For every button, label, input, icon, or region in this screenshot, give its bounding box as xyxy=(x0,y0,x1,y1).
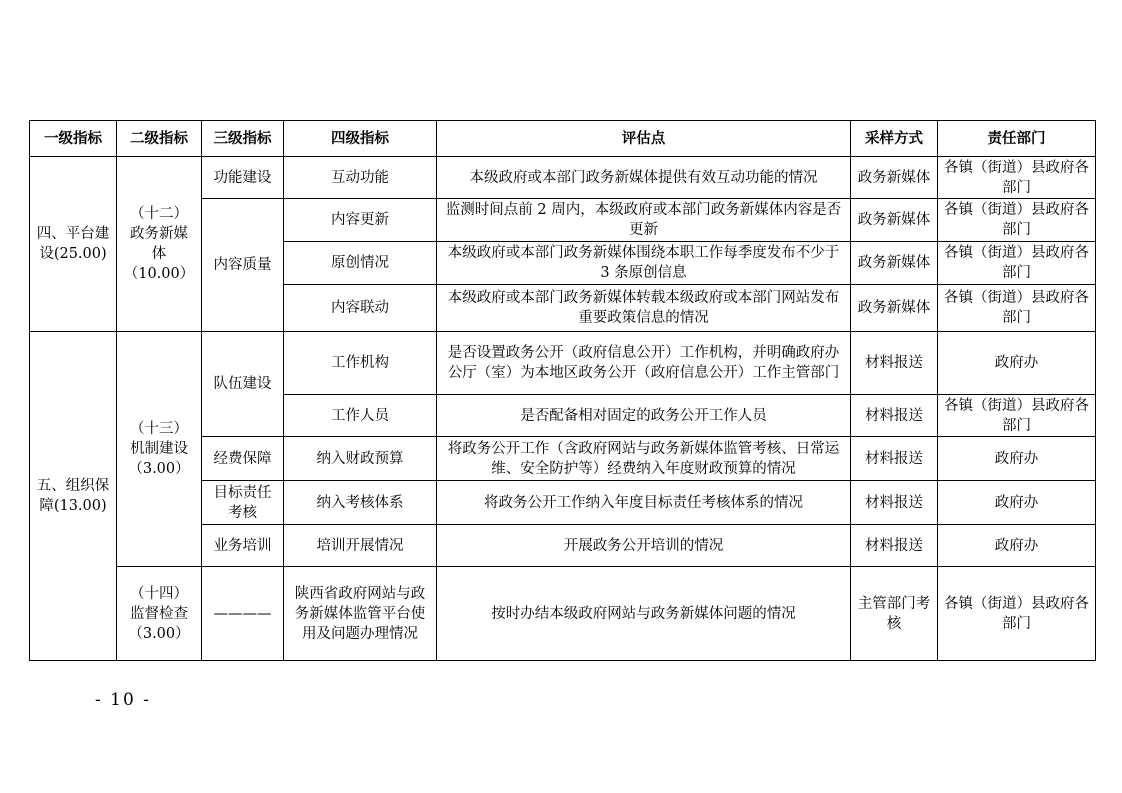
sampling-method-cell: 政务新媒体 xyxy=(851,285,938,332)
level4-cell: 纳入考核体系 xyxy=(284,481,437,525)
level2-cell: （十四）监督检查（3.00） xyxy=(117,567,202,661)
evaluation-point-cell: 本级政府或本部门政务新媒体提供有效互动功能的情况 xyxy=(437,157,851,199)
level4-cell: 内容更新 xyxy=(284,199,437,242)
level3-cell: ———— xyxy=(202,567,284,661)
sampling-method-cell: 材料报送 xyxy=(851,481,938,525)
page-number: - 10 - xyxy=(95,690,151,710)
level4-cell: 原创情况 xyxy=(284,242,437,285)
level2-cell: （十三）机制建设（3.00） xyxy=(117,332,202,567)
header-cell: 责任部门 xyxy=(938,121,1096,157)
indicator-table xyxy=(29,120,1096,661)
level3-cell: 队伍建设 xyxy=(202,332,284,437)
header-cell: 一级指标 xyxy=(30,121,117,157)
responsible-dept-cell: 政府办 xyxy=(938,525,1096,567)
table-row xyxy=(30,332,1096,395)
sampling-method-cell: 材料报送 xyxy=(851,332,938,395)
sampling-method-cell: 材料报送 xyxy=(851,395,938,437)
level4-cell: 工作机构 xyxy=(284,332,437,395)
sampling-method-cell: 主管部门考核 xyxy=(851,567,938,661)
sampling-method-cell: 材料报送 xyxy=(851,437,938,481)
responsible-dept-cell: 各镇（街道）县政府各部门 xyxy=(938,567,1096,661)
level4-cell: 培训开展情况 xyxy=(284,525,437,567)
level2-cell: （十二）政务新媒体（10.00） xyxy=(117,157,202,332)
level3-cell: 经费保障 xyxy=(202,437,284,481)
evaluation-point-cell: 本级政府或本部门政务新媒体围绕本职工作每季度发布不少于 3 条原创信息 xyxy=(437,242,851,285)
level3-cell: 功能建设 xyxy=(202,157,284,199)
responsible-dept-cell: 各镇（街道）县政府各部门 xyxy=(938,242,1096,285)
responsible-dept-cell: 各镇（街道）县政府各部门 xyxy=(938,395,1096,437)
responsible-dept-cell: 各镇（街道）县政府各部门 xyxy=(938,285,1096,332)
evaluation-point-cell: 是否配备相对固定的政务公开工作人员 xyxy=(437,395,851,437)
level3-cell: 内容质量 xyxy=(202,199,284,332)
level4-cell: 互动功能 xyxy=(284,157,437,199)
responsible-dept-cell: 各镇（街道）县政府各部门 xyxy=(938,157,1096,199)
level4-cell: 工作人员 xyxy=(284,395,437,437)
header-cell: 四级指标 xyxy=(284,121,437,157)
header-cell: 三级指标 xyxy=(202,121,284,157)
evaluation-point-cell: 开展政务公开培训的情况 xyxy=(437,525,851,567)
table-row xyxy=(30,567,1096,661)
evaluation-point-cell: 按时办结本级政府网站与政务新媒体问题的情况 xyxy=(437,567,851,661)
header-cell: 二级指标 xyxy=(117,121,202,157)
level4-cell: 纳入财政预算 xyxy=(284,437,437,481)
header-row xyxy=(30,121,1096,157)
header-cell: 评估点 xyxy=(437,121,851,157)
level3-cell: 目标责任考核 xyxy=(202,481,284,525)
responsible-dept-cell: 政府办 xyxy=(938,481,1096,525)
sampling-method-cell: 政务新媒体 xyxy=(851,199,938,242)
evaluation-point-cell: 本级政府或本部门政务新媒体转载本级政府或本部门网站发布重要政策信息的情况 xyxy=(437,285,851,332)
header-cell: 采样方式 xyxy=(851,121,938,157)
responsible-dept-cell: 政府办 xyxy=(938,437,1096,481)
level4-cell: 内容联动 xyxy=(284,285,437,332)
level1-cell: 五、组织保障(13.00) xyxy=(30,332,117,661)
level3-cell: 业务培训 xyxy=(202,525,284,567)
sampling-method-cell: 政务新媒体 xyxy=(851,157,938,199)
table-row xyxy=(30,157,1096,199)
level1-cell: 四、平台建设(25.00) xyxy=(30,157,117,332)
evaluation-point-cell: 监测时间点前 2 周内，本级政府或本部门政务新媒体内容是否更新 xyxy=(437,199,851,242)
responsible-dept-cell: 各镇（街道）县政府各部门 xyxy=(938,199,1096,242)
evaluation-point-cell: 将政务公开工作纳入年度目标责任考核体系的情况 xyxy=(437,481,851,525)
evaluation-point-cell: 将政务公开工作（含政府网站与政务新媒体监管考核、日常运维、安全防护等）经费纳入年度财政预算的情况 xyxy=(437,437,851,481)
sampling-method-cell: 材料报送 xyxy=(851,525,938,567)
level4-cell: 陕西省政府网站与政务新媒体监管平台使用及问题办理情况 xyxy=(284,567,437,661)
responsible-dept-cell: 政府办 xyxy=(938,332,1096,395)
sampling-method-cell: 政务新媒体 xyxy=(851,242,938,285)
evaluation-point-cell: 是否设置政务公开（政府信息公开）工作机构，并明确政府办公厅（室）为本地区政务公开（政府信息公开）工作主管部门 xyxy=(437,332,851,395)
